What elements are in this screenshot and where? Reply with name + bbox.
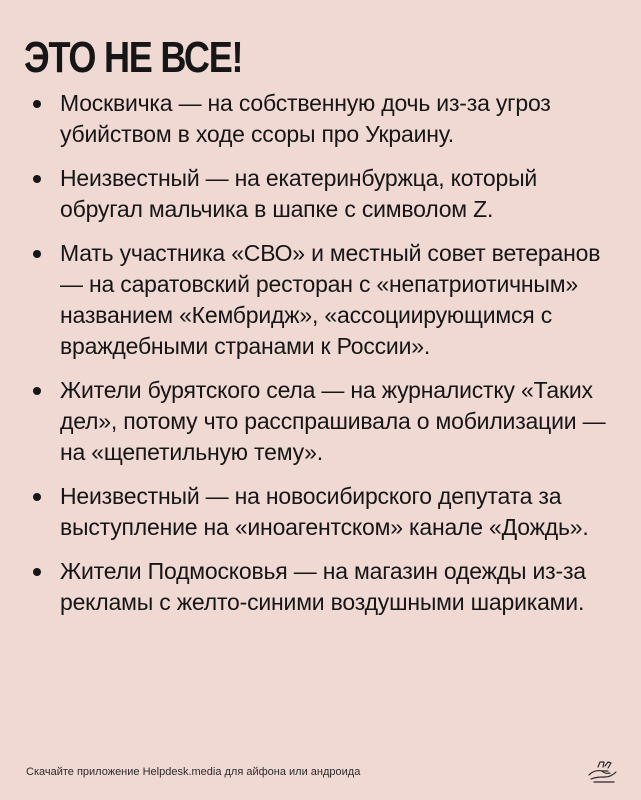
bullet-icon (33, 568, 41, 576)
bullet-icon (33, 175, 41, 183)
page-title: ЭТО НЕ ВСЕ! (24, 33, 243, 82)
list-item (30, 481, 620, 543)
list-item-text: Неизвестный — на екатеринбуржца, который обругал мальчика в шапке с символом Z. (60, 165, 538, 222)
bullet-icon (33, 387, 41, 395)
list-item-text: Москвичка — на собственную дочь из-за угроз убийством в ходе ссоры про Украину. (60, 90, 551, 147)
list-item (30, 556, 620, 618)
bullet-icon (33, 493, 41, 501)
list-item-text: Неизвестный — на новосибирского депутата за выступление на «иноагентском» канале «Дождь». (60, 483, 589, 540)
footer-text: Скачайте приложение Helpdesk.media для айфона или андроида (26, 766, 361, 778)
helpdesk-hands-logo-icon (586, 758, 620, 784)
bullet-icon (33, 250, 41, 258)
list-item-text: Жители Подмосковья — на магазин одежды из-за рекламы с желто-синими воздушными шариками. (60, 558, 586, 615)
list-item (30, 88, 620, 150)
list-item (30, 163, 620, 225)
list-item-text: Жители бурятского села — на журналистку «Таких дел», потому что расспрашивала о мобилизации — на «щепетильную тему». (60, 377, 606, 465)
bullet-icon (33, 100, 41, 108)
list-item-text: Мать участника «СВО» и местный совет ветеранов — на саратовский ресторан с «непатриотичным» названием «Кембридж», «ассоциирующимся с враждебными странами к России». (60, 240, 601, 359)
list-item (30, 375, 620, 468)
list-item (30, 238, 620, 362)
bullet-list (30, 88, 620, 631)
